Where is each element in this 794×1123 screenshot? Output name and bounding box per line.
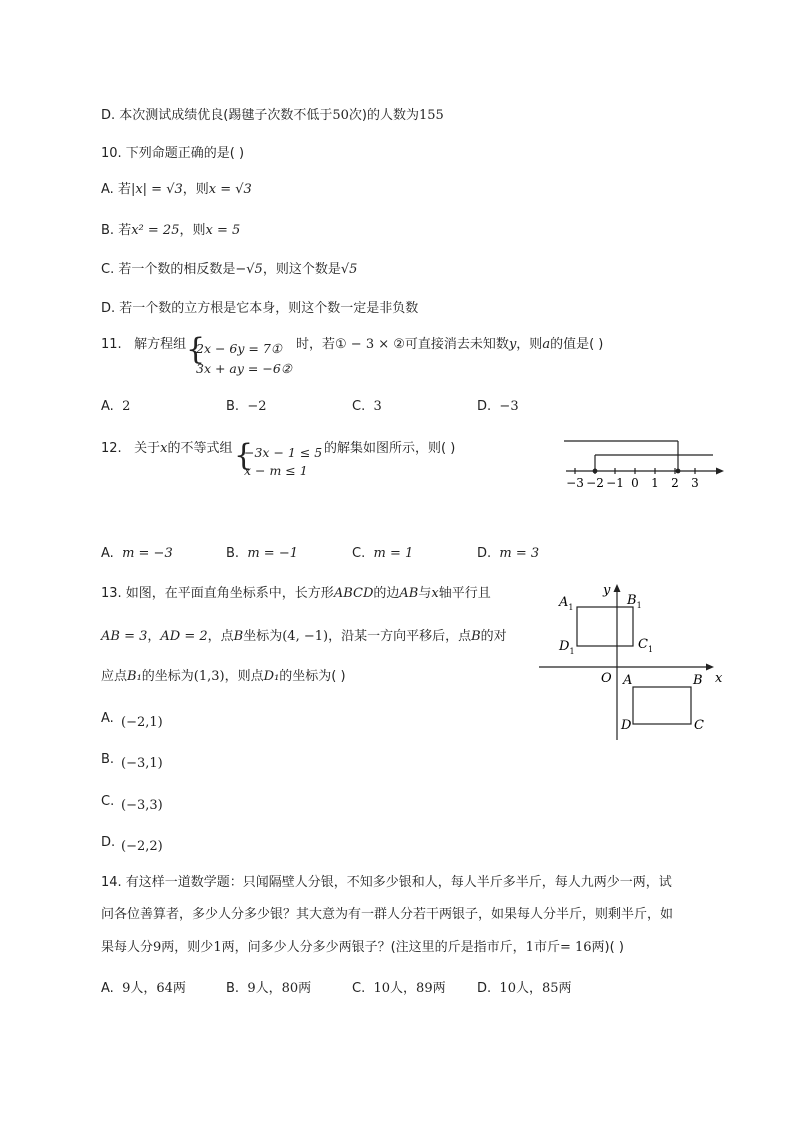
label-x: x (715, 671, 723, 686)
tick-label: 1 (651, 476, 659, 490)
q13-option-b-value: (−3,1) (121, 756, 163, 771)
q14-option-a: A. 9人，64两 (101, 981, 186, 996)
x-axis-arrow (706, 664, 714, 671)
tick-label: −3 (566, 476, 584, 490)
q13-option-b-label: B. (101, 752, 115, 767)
q11-brace: { (186, 332, 206, 367)
q11-option-c: C. 3 (352, 399, 382, 414)
q13-option-a-value: (−2,1) (121, 715, 163, 730)
label-a: A (623, 673, 633, 688)
q13-line3: 应点B₁的坐标为(1,3)，则点D₁的坐标为( ) (101, 669, 346, 684)
label-b1: $B_1$ (627, 593, 642, 610)
q12-number-line (558, 435, 728, 491)
q11-option-d: D. −3 (477, 399, 519, 414)
q10-stem: 10. 下列命题正确的是( ) (101, 146, 245, 161)
q11-eq2: 3x + ay = −6② (196, 361, 292, 376)
q12-option-c: C. m = 1 (352, 546, 414, 561)
q13-line2: AB = 3，AD = 2，点B坐标为(4, −1)，沿某一方向平移后，点B的对 (101, 629, 507, 644)
q10-option-b: B. 若x² = 25，则x = 5 (101, 223, 241, 238)
q11-eq1: 2x − 6y = 7① (196, 341, 283, 356)
label-d: D (621, 718, 632, 733)
q12-option-a: A. m = −3 (101, 546, 173, 561)
q14-option-c: C. 10人，89两 (352, 981, 446, 996)
q12-brace: { (234, 438, 254, 473)
endpoint-dot (593, 469, 598, 474)
q13-option-c-value: (−3,3) (121, 798, 163, 813)
q14-line2: 问各位善算者，多少人分多少银？其大意为有一群人分若干两银子，如果每人分半斤，则剩半斤，如 (101, 907, 674, 922)
q13-option-d-value: (−2,2) (121, 839, 163, 854)
q10-option-c: C. 若一个数的相反数是−√5，则这个数是√5 (101, 262, 358, 277)
label-o: O (601, 671, 612, 686)
q11-option-b: B. −2 (226, 399, 267, 414)
tick-label: 3 (691, 476, 699, 490)
q13-option-d-label: D. (101, 835, 116, 850)
q9-option-d: D. 本次测试成绩优良(踢毽子次数不低于50次)的人数为155 (101, 108, 444, 123)
label-c1: $C_1$ (638, 637, 654, 654)
q12-option-d: D. m = 3 (477, 546, 540, 561)
q13-option-c-label: C. (101, 794, 115, 809)
label-y: y (603, 583, 611, 598)
q12-eq2: x − m ≤ 1 (244, 463, 308, 478)
tick-label: 0 (631, 476, 639, 490)
label-a1: $A_1$ (559, 595, 574, 612)
q12-stem-rest: 的解集如图所示，则( ) (324, 441, 456, 456)
q12-option-b: B. m = −1 (226, 546, 298, 561)
q10-option-d: D. 若一个数的立方根是它本身，则这个数一定是非负数 (101, 301, 419, 316)
endpoint-dot (676, 469, 681, 474)
q13-coordinate-figure (535, 576, 725, 746)
q11-stem-rest: 时，若① − 3 × ②可直接消去未知数y，则a的值是( ) (296, 337, 604, 352)
y-axis-arrow (614, 584, 621, 592)
q11-stem: 11. 解方程组 (101, 337, 187, 352)
tick-label: −1 (606, 476, 624, 490)
q12-eq1: −3x − 1 ≤ 5 (244, 445, 323, 460)
label-b: B (693, 673, 703, 688)
q13-line1: 13. 如图，在平面直角坐标系中，长方形ABCD的边AB与x轴平行且 (101, 586, 491, 601)
q12-stem: 12. 关于x的不等式组 (101, 441, 233, 456)
q14-line3: 果每人分9两，则少1两，问多少人分多少两银子？(注这里的斤是指市斤，1市斤= 16两)( ) (101, 940, 624, 955)
axis-arrow (716, 468, 724, 475)
q14-line1: 14. 有这样一道数学题：只闻隔壁人分银，不知多少银和人，每人半斤多半斤，每人九两少一两，试 (101, 875, 672, 890)
q14-option-d: D. 10人，85两 (477, 981, 572, 996)
q11-option-a: A. 2 (101, 399, 131, 414)
label-d1: $D_1$ (559, 639, 575, 656)
rectangle-a1b1c1d1 (577, 607, 633, 646)
q14-option-b: B. 9人，80两 (226, 981, 312, 996)
tick-label: −2 (586, 476, 604, 490)
tick-label: 2 (671, 476, 679, 490)
rectangle-abcd (633, 687, 691, 724)
q10-option-a: A. 若|x| = √3，则x = √3 (101, 182, 252, 197)
label-c: C (694, 718, 704, 733)
q13-option-a-label: A. (101, 711, 114, 726)
